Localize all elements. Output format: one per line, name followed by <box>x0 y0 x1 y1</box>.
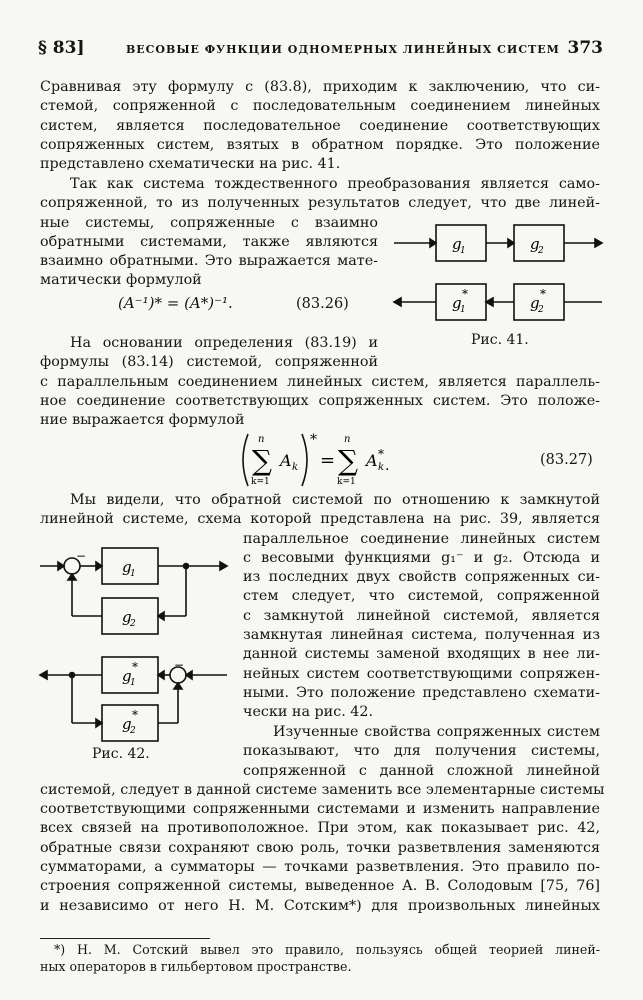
label-sub: 1 <box>460 305 466 315</box>
equation-number: (83.26) <box>296 296 349 312</box>
text-line: На основании определения (83.19) и <box>70 335 378 351</box>
text-line: Изученные свойства сопряженных систем <box>273 724 600 740</box>
paragraph-1 <box>40 78 600 174</box>
text-line: показывают, что для получения системы, <box>243 743 600 760</box>
text-line: с весовыми функциями g₁⁻ и g₂. Отсюда и <box>243 549 600 566</box>
paragraph-4-narrow <box>243 530 600 723</box>
label-g1: g <box>452 235 462 253</box>
label-star: * <box>132 660 138 674</box>
label-g1-star: g <box>452 294 462 312</box>
paragraph-2-narrow <box>40 214 378 291</box>
arrow-head <box>595 239 602 247</box>
figure-41-caption: Рис. 41. <box>471 332 529 348</box>
text-line: параллельное соединение линейных систем <box>243 530 600 547</box>
text-line: данной системы заменой входящих в нее ли- <box>243 646 600 663</box>
sum-top: n <box>344 434 351 445</box>
sigma: ∑ <box>252 444 272 477</box>
equation-83-26: (A⁻¹)* = (A*)⁻¹. <box>118 294 233 312</box>
paragraph-5 <box>40 781 605 916</box>
paragraph-3-narrow <box>40 334 378 373</box>
text-line: систем, является последовательное соединение соответствующих <box>40 117 600 134</box>
arrow-head <box>508 239 514 247</box>
text-line: Так как система тождественного преобразования является само- <box>70 176 600 192</box>
arrow-head <box>158 671 164 679</box>
running-header <box>38 38 603 62</box>
paragraph-3 <box>40 373 600 431</box>
label-star: * <box>132 708 138 722</box>
sum-top: n <box>258 434 265 445</box>
text-line: нейных систем соответствующими сопряжен- <box>243 665 600 682</box>
text-line: ные системы, сопряженные с взаимно <box>40 214 378 231</box>
term-A: A <box>366 451 378 470</box>
sigma: ∑ <box>338 444 358 477</box>
arrow-head <box>40 671 47 679</box>
minus-sign: − <box>76 549 87 563</box>
text-line: с параллельным соединением линейных систем, является параллель- <box>40 373 600 390</box>
footnote <box>40 941 600 975</box>
text-line: сумматорами, а сумматоры — точками разветвления. Это правило по- <box>40 859 600 876</box>
text-line: замкнутая линейная система, полученная из <box>243 627 600 644</box>
text-line: с замкнутой линейной системой, является <box>243 607 600 624</box>
paren-left <box>243 434 248 486</box>
label-sub: 1 <box>460 246 466 256</box>
footnote-line: ных операторов в гильбертовом пространстве. <box>40 959 352 974</box>
figure-41 <box>390 218 605 328</box>
text-line: Сравнивая эту формулу с (83.8), приходим к заключению, что си- <box>40 79 600 95</box>
term-sub: k <box>292 462 299 473</box>
text-line: представлено схематически на рис. 41. <box>40 156 341 173</box>
svg-text:.: . <box>385 458 390 474</box>
term-A: A <box>280 451 292 470</box>
star: * <box>310 432 317 448</box>
label-sub: 2 <box>538 246 544 256</box>
paragraph-2 <box>40 175 600 214</box>
running-title: ВЕСОВЫЕ ФУНКЦИИ ОДНОМЕРНЫХ ЛИНЕЙНЫХ СИСТЕМ <box>126 43 560 56</box>
text-line: и независимо от него Н. М. Сотским*) для произвольных линейных <box>40 897 600 914</box>
text-line: стем следует, что системой, сопряженной <box>243 588 600 605</box>
label-g1-star: g <box>122 667 132 685</box>
arrow-head <box>96 562 102 570</box>
label-g2: g <box>122 608 132 626</box>
text-line: всех связей на противоположное. При этом, как показывает рис. 42, <box>40 820 600 837</box>
label-g1: g <box>122 558 132 576</box>
minus-sign: − <box>174 658 185 672</box>
text-line: из последних двух свойств сопряженных си- <box>243 569 600 586</box>
label-g2-star: g <box>122 715 132 733</box>
section-number: § 83] <box>38 38 85 58</box>
text-line: стемой, сопряженной с последовательным соединением линейных <box>40 98 600 115</box>
text-line: линейной системе, схема которой представлена на рис. 39, является <box>40 511 600 528</box>
arrow-head <box>96 719 102 727</box>
label-sub: 2 <box>538 305 544 315</box>
equation-83-27 <box>236 430 406 490</box>
arrow-head <box>158 612 164 620</box>
text-line: ное соединение соответствующих сопряженных систем. Это положе- <box>40 392 600 409</box>
footnote-rule <box>40 938 210 939</box>
arrow-head <box>174 683 182 689</box>
figure-42-caption: Рис. 42. <box>92 746 150 762</box>
text-line: матически формулой <box>40 272 202 289</box>
text-line: формулы (83.14) системой, сопряженной <box>40 354 378 371</box>
text-line: сопряженной с данной сложной линейной <box>243 762 600 779</box>
arrow-head <box>430 239 436 247</box>
text-line: Мы видели, что обратной системой по отношению к замкнутой <box>70 492 600 508</box>
text-line: обратными системами, также являются <box>40 233 378 250</box>
paragraph-5-narrow <box>243 723 600 781</box>
label-sub: 2 <box>130 726 136 736</box>
arrow-head <box>394 298 401 306</box>
text-line: строения сопряженной системы, выведенное А. В. Солодовым [75, 76] <box>40 878 600 895</box>
term-sub: k <box>378 462 385 473</box>
text-line: обратные связи сохраняют свою роль, точки разветвления заменяются <box>40 839 600 856</box>
paragraph-4 <box>40 491 600 530</box>
arrow-head <box>186 671 192 679</box>
paren-right <box>302 434 307 486</box>
text-line: ние выражается формулой <box>40 412 245 429</box>
star: * <box>378 447 384 461</box>
text-line: системой, следует в данной системе заменить все элементарные системы <box>40 781 605 798</box>
label-g2-star: g <box>530 294 540 312</box>
page-number: 373 <box>567 38 603 58</box>
text-line: сопряженных систем, взятых в обратном порядке. Это положение <box>40 136 600 153</box>
equals: = <box>320 450 336 471</box>
arrow-head <box>486 298 493 306</box>
label-sub: 1 <box>130 678 136 688</box>
arrow-head <box>68 574 76 580</box>
sum-bottom: k=1 <box>337 477 356 487</box>
arrow-head <box>58 562 64 570</box>
footnote-line: *) Н. М. Сотский вывел это правило, пользуясь общей теорией линей- <box>54 942 600 957</box>
sum-bottom: k=1 <box>251 477 270 487</box>
label-g2: g <box>530 235 540 253</box>
figure-42 <box>36 538 236 748</box>
text-line: соответствующими сопряженными системами и изменить направление <box>40 801 600 818</box>
label-sub: 2 <box>130 619 136 629</box>
text-line: взаимно обратными. Это выражается мате- <box>40 253 378 270</box>
label-star: * <box>540 287 546 301</box>
equation-number: (83.27) <box>540 452 593 468</box>
arrow-head <box>220 562 227 570</box>
text-line: ными. Это положение представлено схемати- <box>243 684 600 701</box>
label-sub: 1 <box>130 569 136 579</box>
text-line: чески на рис. 42. <box>243 704 374 721</box>
text-line: сопряженной, то из полученных результатов следует, что две линей- <box>40 195 600 212</box>
label-star: * <box>462 287 468 301</box>
